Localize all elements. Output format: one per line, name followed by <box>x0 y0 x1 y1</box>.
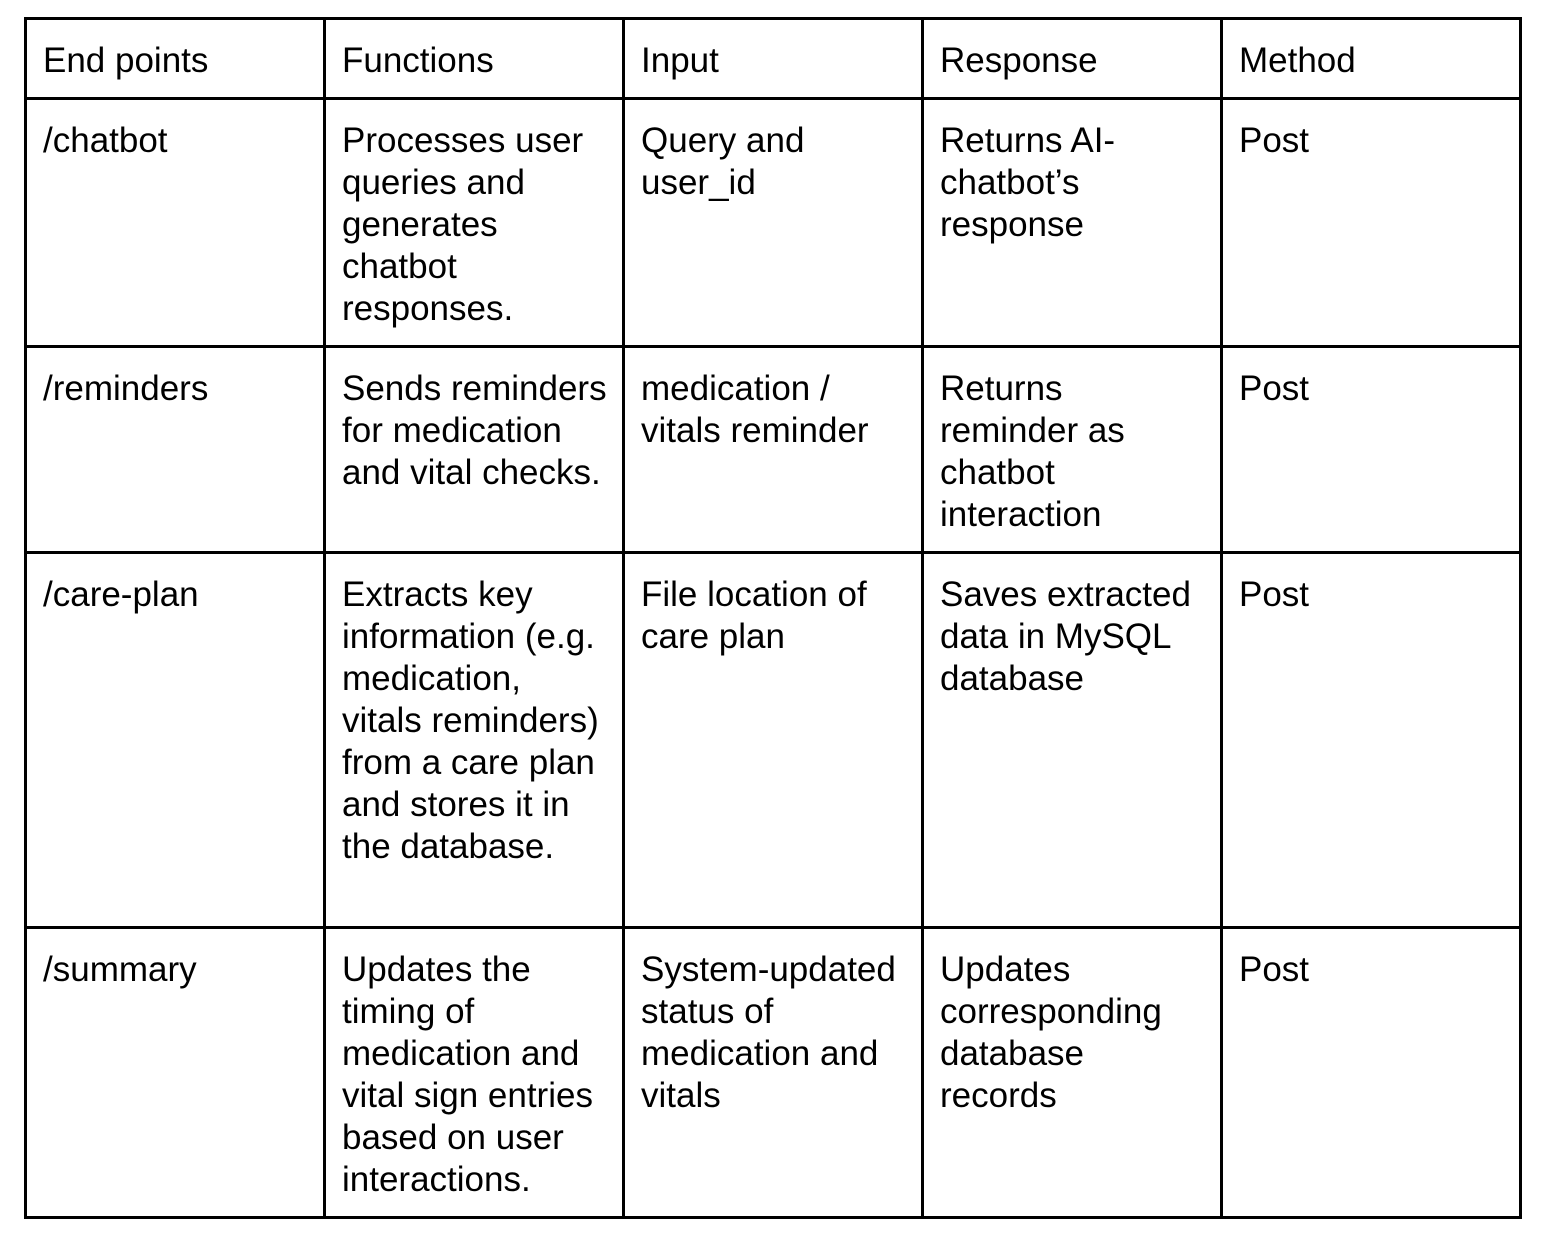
cell-endpoint: /care-plan <box>26 553 325 928</box>
header-method: Method <box>1222 19 1521 99</box>
cell-endpoint: /summary <box>26 928 325 1218</box>
cell-endpoint: /chatbot <box>26 99 325 347</box>
cell-response: Returns AI-chatbot’s response <box>923 99 1222 347</box>
cell-function: Updates the timing of medication and vital sign entries based on user interactions. <box>325 928 624 1218</box>
api-endpoints-table <box>24 17 1522 1219</box>
cell-input: System-updated status of medication and vitals <box>624 928 923 1218</box>
table-header-row <box>26 19 1521 99</box>
cell-response: Updates corresponding database records <box>923 928 1222 1218</box>
cell-input: File location of care plan <box>624 553 923 928</box>
table-row <box>26 99 1521 347</box>
table-row <box>26 553 1521 928</box>
cell-method: Post <box>1222 928 1521 1218</box>
table-row <box>26 347 1521 553</box>
cell-method: Post <box>1222 99 1521 347</box>
cell-input: Query and user_id <box>624 99 923 347</box>
cell-method: Post <box>1222 347 1521 553</box>
cell-function: Sends reminders for medication and vital checks. <box>325 347 624 553</box>
cell-input: medication / vitals reminder <box>624 347 923 553</box>
cell-response: Saves extracted data in MySQL database <box>923 553 1222 928</box>
table-row <box>26 928 1521 1218</box>
header-response: Response <box>923 19 1222 99</box>
cell-endpoint: /reminders <box>26 347 325 553</box>
cell-response: Returns reminder as chatbot interaction <box>923 347 1222 553</box>
cell-function: Processes user queries and generates chatbot responses. <box>325 99 624 347</box>
header-endpoints: End points <box>26 19 325 99</box>
header-input: Input <box>624 19 923 99</box>
cell-method: Post <box>1222 553 1521 928</box>
cell-function: Extracts key information (e.g. medication, vitals reminders) from a care plan and stores it in the database. <box>325 553 624 928</box>
header-functions: Functions <box>325 19 624 99</box>
